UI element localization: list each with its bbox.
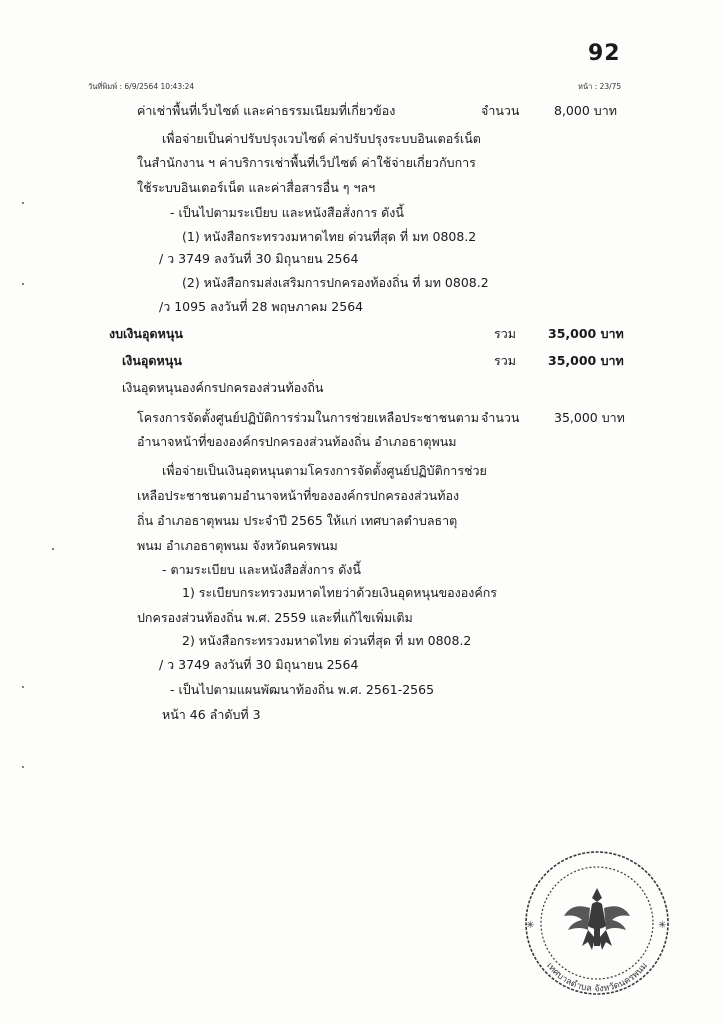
item1-line: /ว 1095 ลงวันที่ 28 พฤษภาคม 2564 (159, 299, 364, 314)
scan-speck (22, 766, 24, 768)
seal-text: เทศบาลตำบล จังหวัดนครพนม (544, 961, 650, 995)
project-line: 1) ระเบียบกระทรวงมหาดไทยว่าด้วยเงินอุดหนุนขององค์กร (182, 585, 498, 600)
item1-line: เพื่อจ่ายเป็นค่าปรับปรุงเวบไซต์ ค่าปรับปรุงระบบอินเตอร์เน็ต (162, 131, 481, 146)
scan-speck (52, 548, 54, 550)
item1-line: (1) หนังสือกระทรวงมหาดไทย ด่วนที่สุด ที่ มท 0808.2 (182, 229, 477, 244)
item1-line: - เป็นไปตามระเบียบ และหนังสือสั่งการ ดังนี้ (170, 205, 404, 220)
budget-total-label: รวม (494, 326, 516, 341)
budget-title: งบเงินอุดหนุน (109, 326, 183, 341)
project-line: เพื่อจ่ายเป็นเงินอุดหนุนตามโครงการจัดตั้งศูนย์ปฏิบัติการช่วย (162, 463, 487, 478)
project-qty-label: จำนวน (481, 410, 520, 425)
budget-sub-title: เงินอุดหนุน (122, 353, 182, 368)
scan-speck (22, 283, 24, 285)
star-icon: ✳ (526, 920, 535, 931)
page-of: หน้า : 23/75 (578, 82, 622, 91)
item1-line: ใช้ระบบอินเตอร์เน็ต และค่าสื่อสารอื่น ๆ ฯลฯ (137, 180, 376, 195)
item1-qty-label: จำนวน (481, 103, 520, 118)
budget-total: 35,000 บาท (548, 326, 624, 341)
official-seal (522, 848, 672, 998)
star-icon: ✳ (658, 920, 667, 931)
project-line: หน้า 46 ลำดับที่ 3 (162, 707, 261, 722)
print-date: วันที่พิมพ์ : 6/9/2564 10:43:24 (88, 82, 195, 91)
item1-line: / ว 3749 ลงวันที่ 30 มิถุนายน 2564 (159, 251, 359, 266)
project-amount: 35,000 บาท (554, 410, 625, 425)
scan-speck (22, 686, 24, 688)
item1-amount: 8,000 บาท (554, 103, 617, 118)
garuda-emblem-icon (564, 888, 630, 950)
project-line: 2) หนังสือกระทรวงมหาดไทย ด่วนที่สุด ที่ มท 0808.2 (182, 633, 472, 648)
item1-line: (2) หนังสือกรมส่งเสริมการปกครองท้องถิ่น ที่ มท 0808.2 (182, 275, 489, 290)
budget-sub-total: 35,000 บาท (548, 353, 624, 368)
budget-sub-total-label: รวม (494, 353, 516, 368)
project-line: พนม อำเภอธาตุพนม จังหวัดนครพนม (137, 538, 338, 553)
scan-speck (22, 202, 24, 204)
item1-line: ในสำนักงาน ฯ ค่าบริการเช่าพื้นที่เว็ปไซต์ ค่าใช้จ่ายเกี่ยวกับการ (137, 155, 476, 170)
project-title-line1: โครงการจัดตั้งศูนย์ปฏิบัติการร่วมในการช่วยเหลือประชาชนตาม (137, 410, 480, 425)
budget-category: เงินอุดหนุนองค์กรปกครองส่วนท้องถิ่น (122, 380, 324, 395)
project-line: ปกครองส่วนท้องถิ่น พ.ศ. 2559 และที่แก้ไขเพิ่มเติม (137, 610, 413, 625)
project-line: เหลือประชาชนตามอำนาจหน้าที่ขององค์กรปกครองส่วนท้อง (137, 488, 460, 503)
project-line: - เป็นไปตามแผนพัฒนาท้องถิ่น พ.ศ. 2561-2565 (170, 682, 435, 697)
item1-title: ค่าเช่าพื้นที่เว็บไซต์ และค่าธรรมเนียมที่เกี่ยวข้อง (137, 103, 396, 118)
project-line: / ว 3749 ลงวันที่ 30 มิถุนายน 2564 (159, 657, 359, 672)
project-line: - ตามระเบียบ และหนังสือสั่งการ ดังนี้ (162, 562, 361, 577)
page-number: 92 (588, 41, 621, 66)
project-line: ถิ่น อำเภอธาตุพนม ประจำปี 2565 ให้แก่ เทศบาลตำบลธาตุ (137, 513, 458, 528)
project-title-line2: อำนาจหน้าที่ขององค์กรปกครองส่วนท้องถิ่น อำเภอธาตุพนม (137, 434, 457, 449)
